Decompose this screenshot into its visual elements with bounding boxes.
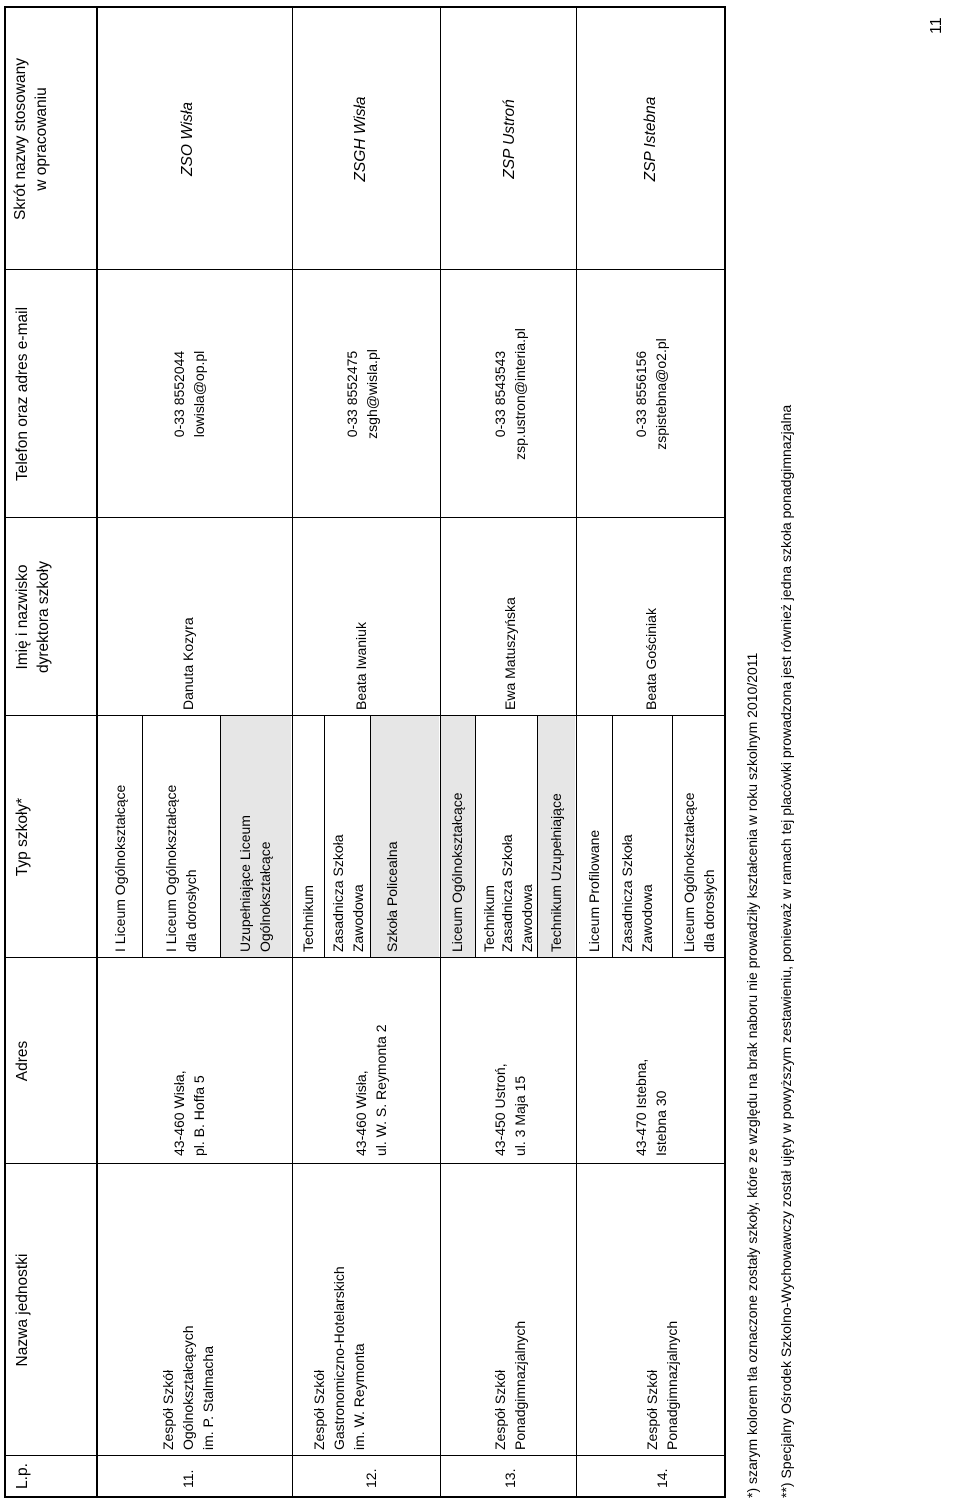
- sub-divider: [672, 716, 673, 958]
- col-divider: [6, 715, 724, 716]
- row-13-type-3: Zasadnicza Szkoła Zawodowa: [499, 834, 535, 952]
- row-13-lp: 13.: [502, 1468, 518, 1488]
- row-11-email: lowisla@op.pl: [191, 350, 207, 438]
- row-14-address: 43-470 Istebna, Istebna 30: [633, 1058, 669, 1156]
- row-11-type-2: I Liceum Ogólnokształcące dla dorosłych: [163, 784, 199, 952]
- row-12-short: ZSGH Wisła: [352, 96, 369, 182]
- row-13-phone: 0-33 8543543: [492, 350, 508, 438]
- row-divider: [292, 8, 293, 1496]
- page-number: 11: [928, 17, 945, 34]
- sub-divider: [612, 716, 613, 958]
- row-12-name: Zespół Szkół Gastronomiczno-Hotelarskich im. W. Reymonta: [311, 1266, 367, 1450]
- row-12-type-1: Technikum: [300, 885, 316, 952]
- sub-divider: [537, 716, 538, 958]
- row-11-contact: [169, 270, 209, 518]
- row-14-type-2: Zasadnicza Szkoła Zawodowa: [619, 834, 655, 952]
- footnote-2: **) Specjalny Ośrodek Szkolno-Wychowawczy został ujęty w powyższym zestawieniu, ponieważ w ramach tej placówki prowadzona jest również jedna szkoła ponadgimnazjalna: [778, 404, 794, 1498]
- row-12-email: zsgh@wisla.pl: [364, 349, 380, 439]
- row-12-type-3: Szkoła Policealna: [384, 841, 400, 952]
- row-11-director: Danuta Kozyra: [180, 617, 196, 710]
- sub-divider: [220, 716, 221, 958]
- header-address: Adres: [14, 1040, 31, 1082]
- row-14-short: ZSP Istebna: [642, 96, 659, 182]
- row-12-type-2: Zasadnicza Szkoła Zawodowa: [330, 834, 366, 952]
- row-14-name: Zespół Szkół Ponadgimnazjalnych: [644, 1320, 680, 1450]
- row-12-director: Beata Iwaniuk: [353, 622, 369, 710]
- row-14-lp: 14.: [654, 1468, 670, 1488]
- row-14-email: zspistebna@o2.pl: [653, 338, 669, 450]
- row-12-lp: 12.: [363, 1468, 379, 1488]
- row-13-director: Ewa Matuszyńska: [502, 597, 518, 710]
- col-divider: [6, 1163, 724, 1164]
- sub-divider: [324, 716, 325, 958]
- row-14-director: Beata Gościniak: [643, 608, 659, 710]
- row-12-contact: [342, 270, 382, 518]
- row-11-name: Zespół Szkół Ogólnokształcących im. P. Stalmacha: [160, 1325, 216, 1450]
- row-13-name: Zespół Szkół Ponadgimnazjalnych: [492, 1320, 528, 1450]
- row-13-address: 43-450 Ustroń, ul. 3 Maja 15: [492, 1063, 528, 1156]
- header-name: Nazwa jednostki: [14, 1253, 31, 1367]
- row-11-type-3: Uzupełniające Liceum Ogólnokształcące: [237, 815, 273, 952]
- row-11-phone: 0-33 8552044: [171, 350, 187, 438]
- header-type: Typ szkoły*: [14, 797, 31, 877]
- row-14-contact: [631, 270, 671, 518]
- header-contact: Telefon oraz adres e-mail: [14, 306, 31, 482]
- row-14-type-3: Liceum Ogólnokształcące dla dorosłych: [681, 792, 717, 952]
- row-13-type-2: Technikum: [481, 885, 497, 952]
- sub-divider: [475, 716, 476, 958]
- row-13-contact: [490, 270, 530, 518]
- sub-divider: [370, 716, 371, 958]
- row-12-address: 43-460 Wisła, ul. W. S. Reymonta 2: [353, 1024, 389, 1156]
- schools-table: [4, 6, 726, 1498]
- row-12-phone: 0-33 8552475: [344, 350, 360, 438]
- header-short: Skrót nazwy stosowany w opracowaniu: [12, 58, 50, 220]
- header-rule: [96, 8, 98, 1496]
- row-divider: [576, 8, 577, 1496]
- row-13-type-1: Liceum Ogólnokształcące: [449, 792, 465, 952]
- row-13-short: ZSP Ustroń: [501, 99, 518, 179]
- footnote-1: *) szarym kolorem tła oznaczone zostały szkoły, które ze względu na brak naboru nie prowadziły kształcenia w roku szkolnym 2010/2011: [744, 652, 760, 1498]
- row-11-lp: 11.: [180, 1469, 196, 1488]
- row-13-type-4: Technikum Uzupełniające: [548, 793, 564, 952]
- sub-divider: [142, 716, 143, 958]
- header-lp: L.p.: [14, 1463, 31, 1489]
- row-11-short: ZSO Wisła: [179, 102, 196, 176]
- header-director: Imię i nazwisko dyrektora szkoły: [14, 561, 52, 673]
- col-divider: [6, 1455, 724, 1456]
- row-14-phone: 0-33 8556156: [633, 350, 649, 438]
- row-13-email: zsp.ustron@interia.pl: [512, 328, 528, 460]
- row-11-type-1: I Liceum Ogólnokształcące: [112, 784, 128, 952]
- col-divider: [6, 957, 724, 958]
- row-14-type-1: Liceum Profilowane: [586, 829, 602, 952]
- row-11-address: 43-460 Wisła, pl. B. Hoffa 5: [171, 1070, 207, 1156]
